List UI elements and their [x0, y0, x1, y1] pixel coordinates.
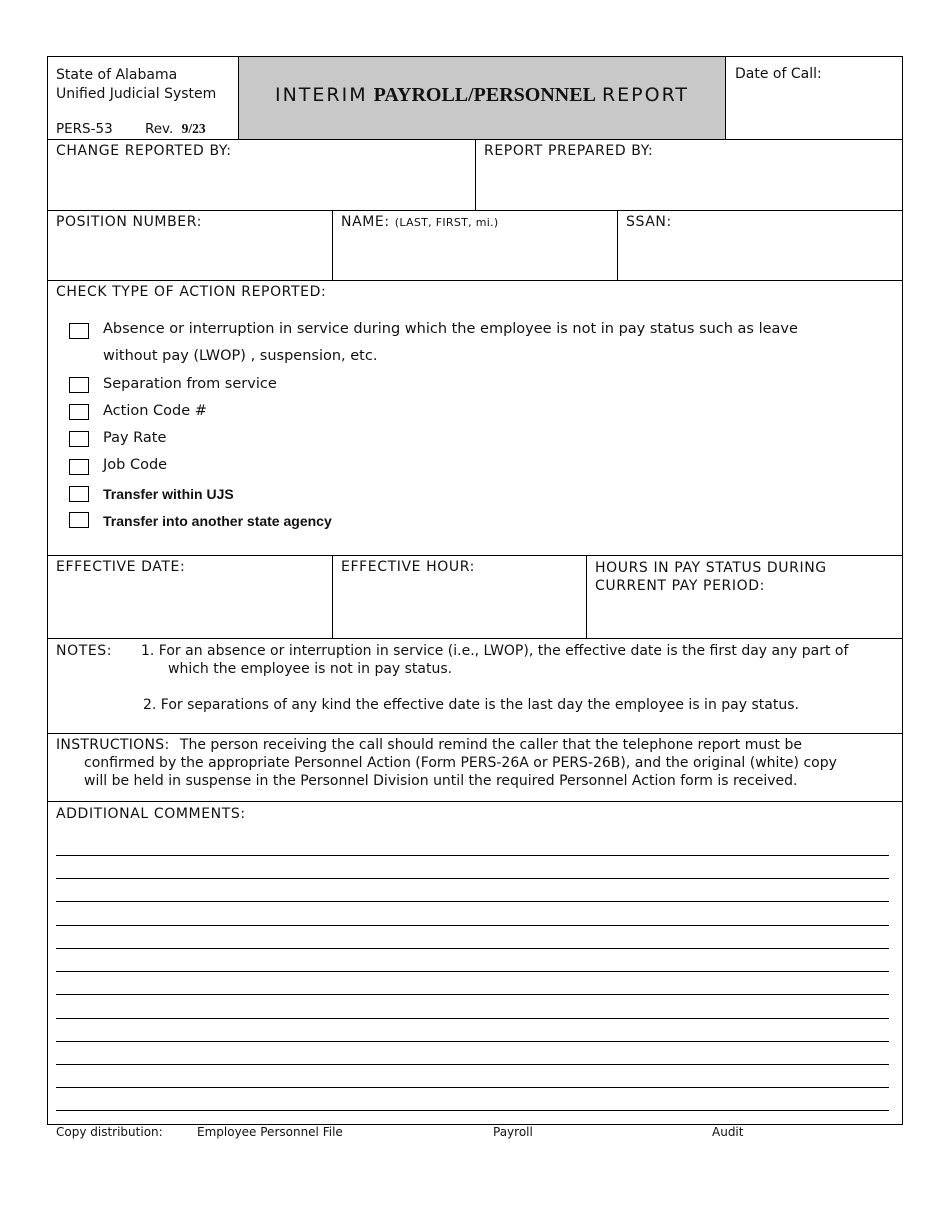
copy-distribution-label: Copy distribution:	[56, 1125, 163, 1139]
divider	[586, 555, 587, 638]
rev-value: 9/23	[181, 121, 206, 136]
form-title	[238, 84, 726, 107]
hours-in-pay-status-label	[595, 559, 827, 595]
option-action-code: Action Code #	[103, 403, 207, 419]
divider	[47, 801, 903, 802]
checkbox-separation[interactable]	[69, 377, 89, 393]
date-of-call-label: Date of Call:	[735, 66, 822, 82]
action-heading: CHECK TYPE OF ACTION REPORTED:	[56, 284, 327, 300]
option-absence-line-1: Absence or interruption in service during which the employee is not in pay status such as leave	[103, 321, 798, 337]
comment-line[interactable]	[56, 994, 889, 995]
instructions-label: INSTRUCTIONS:	[56, 737, 170, 753]
divider	[332, 555, 333, 638]
instructions-line-3: will be held in suspense in the Personnel Division until the required Personnel Action form is received.	[84, 773, 798, 789]
effective-hour-label: EFFECTIVE HOUR:	[341, 559, 475, 575]
comment-line[interactable]	[56, 971, 889, 972]
comment-line[interactable]	[56, 1041, 889, 1042]
notes-label: NOTES:	[56, 643, 113, 659]
comment-line[interactable]	[56, 925, 889, 926]
comment-line[interactable]	[56, 855, 889, 856]
divider	[475, 139, 476, 210]
checkbox-transfer-agency[interactable]	[69, 512, 89, 528]
additional-comments-label: ADDITIONAL COMMENTS:	[56, 806, 246, 822]
option-pay-rate: Pay Rate	[103, 430, 167, 446]
comment-line[interactable]	[56, 1110, 889, 1111]
divider	[617, 210, 618, 280]
comment-line[interactable]	[56, 1018, 889, 1019]
option-job-code: Job Code	[103, 457, 168, 473]
comment-line[interactable]	[56, 1064, 889, 1065]
title-suffix: REPORT	[601, 84, 690, 106]
report-prepared-by-label: REPORT PREPARED BY:	[484, 143, 654, 159]
title-prefix: INTERIM	[274, 84, 368, 106]
checkbox-transfer-ujs[interactable]	[69, 486, 89, 502]
instructions-line-1	[56, 736, 802, 754]
agency-line-1: State of Alabama	[56, 67, 178, 83]
option-separation: Separation from service	[103, 376, 277, 392]
copy-payroll: Payroll	[493, 1125, 533, 1139]
copy-employee-file: Employee Personnel File	[197, 1125, 343, 1139]
checkbox-job-code[interactable]	[69, 459, 89, 475]
note-1-line-2: which the employee is not in pay status.	[168, 661, 453, 677]
name-label	[341, 214, 499, 230]
option-transfer-ujs: Transfer within UJS	[103, 486, 234, 502]
name-label-text: NAME:	[341, 214, 390, 230]
divider	[332, 210, 333, 280]
change-reported-by-label: CHANGE REPORTED BY:	[56, 143, 232, 159]
instructions-text-1: The person receiving the call should remind the caller that the telephone report must be	[179, 737, 802, 753]
rev-label: Rev.	[144, 121, 174, 137]
divider	[47, 733, 903, 734]
comment-line[interactable]	[56, 948, 889, 949]
comment-line[interactable]	[56, 878, 889, 879]
form-number-value: PERS-53	[56, 121, 113, 137]
divider	[47, 280, 903, 281]
divider	[47, 210, 903, 211]
checkbox-pay-rate[interactable]	[69, 431, 89, 447]
comment-line[interactable]	[56, 901, 889, 902]
title-main: PAYROLL/PERSONNEL	[373, 84, 596, 106]
form-number	[56, 121, 206, 137]
comment-line[interactable]	[56, 1087, 889, 1088]
checkbox-action-code[interactable]	[69, 404, 89, 420]
hours-line-2: CURRENT PAY PERIOD:	[595, 578, 765, 594]
checkbox-absence[interactable]	[69, 323, 89, 339]
divider	[47, 638, 903, 639]
note-2: 2. For separations of any kind the effective date is the last day the employee is in pay status.	[143, 697, 799, 713]
option-transfer-agency: Transfer into another state agency	[103, 513, 332, 529]
effective-date-label: EFFECTIVE DATE:	[56, 559, 186, 575]
divider	[47, 555, 903, 556]
agency-line-2: Unified Judicial System	[56, 86, 217, 102]
note-1-line-1: 1. For an absence or interruption in service (i.e., LWOP), the effective date is the first day any part of	[141, 643, 849, 659]
ssan-label: SSAN:	[626, 214, 672, 230]
position-number-label: POSITION NUMBER:	[56, 214, 202, 230]
copy-audit: Audit	[712, 1125, 744, 1139]
option-absence-line-2: without pay (LWOP) , suspension, etc.	[103, 348, 378, 364]
agency-name	[56, 66, 216, 104]
hours-line-1: HOURS IN PAY STATUS DURING	[595, 560, 827, 576]
instructions-line-2: confirmed by the appropriate Personnel Action (Form PERS-26A or PERS-26B), and the original (white) copy	[84, 755, 837, 771]
name-hint: (LAST, FIRST, mi.)	[394, 216, 499, 229]
